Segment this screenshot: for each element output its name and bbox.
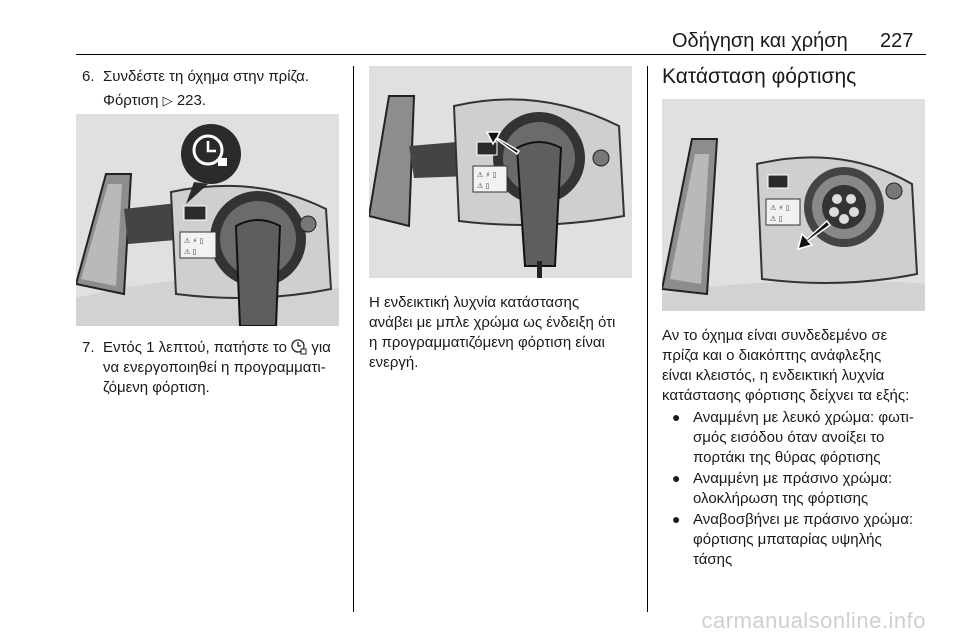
running-header-title: Οδήγηση και χρήση [672,30,848,52]
status-light-paragraph-line-1: Η ενδεικτική λυχνία κατάστασης [369,294,580,311]
bullet-dot-icon: ● [672,470,681,486]
svg-text:⚠ ▯: ⚠ ▯ [184,248,197,256]
status-light-paragraph-line-4: ενεργή. [369,354,419,371]
header-rule [76,54,926,55]
step-6-number: 6. [82,68,95,85]
charge-status-intro-line-4: κατάστασης φόρτισης δείχνει τα εξής: [662,387,910,404]
bullet-3-line-3: τάσης [693,551,733,568]
bullet-1-line-3: πορτάκι της θύρας φόρτισης [693,449,881,466]
column-divider-1 [353,66,354,612]
bullet-dot-icon: ● [672,409,681,425]
page-number: 227 [880,30,914,52]
svg-text:⚠ ▯: ⚠ ▯ [770,215,783,223]
charge-status-intro-line-2: πρίζα και ο διακόπτης ανάφλεξης [662,347,882,364]
step-6-reference[interactable] [103,91,206,111]
watermark: carmanualsonline.info [701,608,926,633]
reference-arrow-icon: ▷ [162,93,173,108]
step-7-text-pre: Εντός 1 λεπτού, πατήστε το [103,339,287,356]
bullet-1-line-1: Αναμμένη με λευκό χρώμα: φωτι- [693,409,914,426]
svg-text:⚠ ⚡ ▯: ⚠ ⚡ ▯ [184,237,204,245]
status-light-paragraph-line-3: η προγραμματιζόμενη φόρτιση είναι [369,334,605,351]
bullet-3-line-2: φόρτισης μπαταρίας υψηλής [693,531,882,548]
charge-status-intro-line-3: είναι κλειστός, η ενδεικτική λυχνία [662,367,885,384]
figure-charge-status [662,99,925,311]
bullet-2-line-1: Αναμμένη με πράσινο χρώμα: [693,470,893,487]
svg-text:⚠ ▯: ⚠ ▯ [477,182,490,190]
bullet-3-line-1: Αναβοσβήνει με πράσινο χρώμα: [693,511,914,528]
step-6-text: Συνδέστε τη όχημα στην πρίζα. [103,68,309,85]
reference-page: 223. [176,92,207,109]
svg-text:⚠ ⚡ ▯: ⚠ ⚡ ▯ [770,204,790,212]
section-heading: Κατάσταση φόρτισης [662,65,857,88]
step-7-line-3: ζόμενη φόρτιση. [103,379,210,396]
figure-timer-button [76,114,339,326]
step-7-line-2: να ενεργοποιηθεί η προγραμματι- [103,359,326,376]
bullet-2-line-2: ολοκλήρωση της φόρτισης [693,490,869,507]
status-light-paragraph-line-2: ανάβει με μπλε χρώμα ως ένδειξη ότι [369,314,616,331]
column-divider-2 [647,66,648,612]
figure-status-light [369,66,632,278]
svg-text:⚠ ⚡ ▯: ⚠ ⚡ ▯ [477,171,497,179]
step-7-text-post: για [311,339,331,356]
bullet-1-line-2: σμός εισόδου όταν ανοίξει το [693,429,885,446]
bullet-dot-icon: ● [672,511,681,527]
reference-label: Φόρτιση [103,92,159,109]
charge-status-intro-line-1: Αν το όχημα είναι συνδεδεμένο σε [662,327,888,344]
step-7-number: 7. [82,339,95,356]
